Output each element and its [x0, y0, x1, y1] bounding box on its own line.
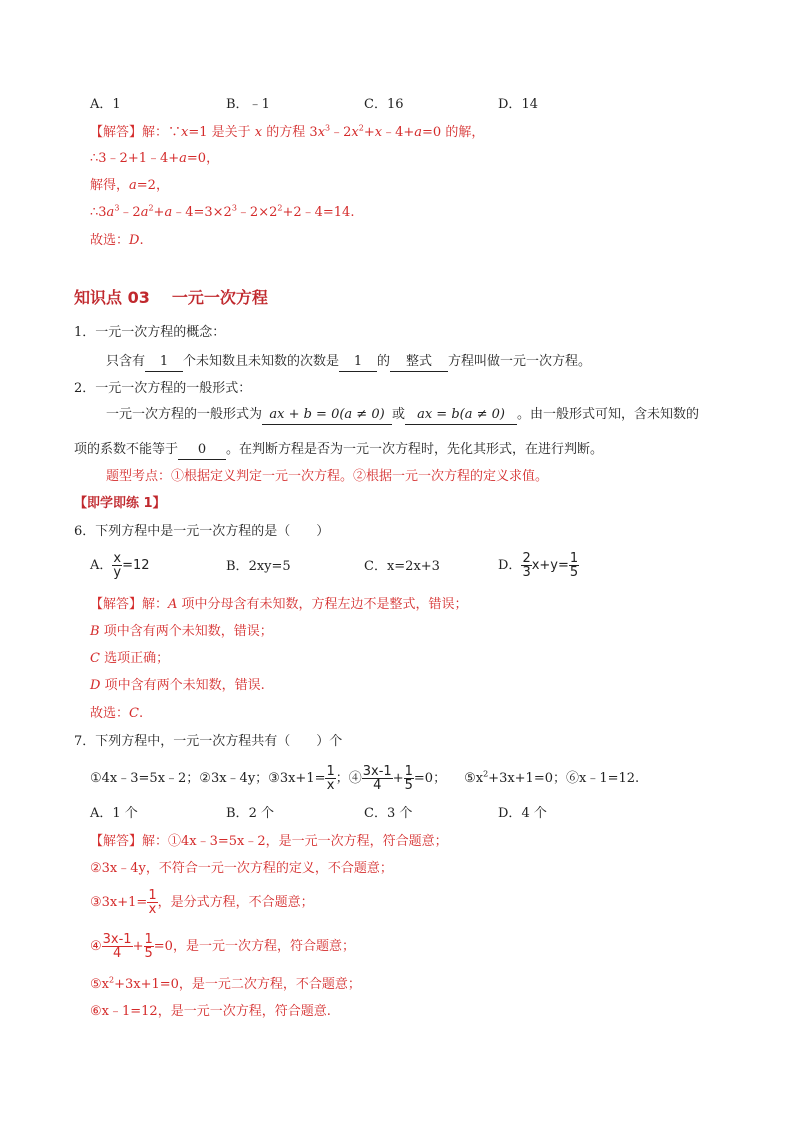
q6-solution-line-2: B 项中含有两个未知数，错误；: [90, 624, 273, 639]
q7-solution-line-4: ④ $\frac{3x-1}{4}$ + $\frac{1}{5}$ =0，是一元一次方程，符合题意；: [90, 932, 355, 961]
q6-option-c: C．x=2x+3: [364, 559, 440, 574]
q5-solution-line-4: $\therefore 3a^3﹣2a^2+a﹣4=3\times 2^3﹣2\times 2^2+2﹣4=14$.: [90, 203, 355, 220]
blank-unknown-count: 1: [145, 353, 183, 372]
concept-paragraph-3: 项的系数不能等于 0 。在判断方程是否为一元一次方程时，先化其形式，在进行判断。: [74, 441, 603, 460]
general-form-1: ax + b = 0(a ≠ 0): [262, 406, 392, 425]
q7-solution-line-5: $⑤x^2+3x+1=0$，是一元二次方程，不合题意；: [90, 975, 361, 992]
q7-stem: 7．下列方程中，一元一次方程共有（ ）个: [74, 734, 343, 749]
q6-stem: 6．下列方程中是一元一次方程的是（ ）: [74, 524, 330, 539]
q7-solution-line-6: ⑥x﹣1=12，是一元一次方程，符合题意.: [90, 1004, 331, 1019]
question-type-note: 题型考点：①根据定义判定一元一次方程。②根据一元一次方程的定义求值。: [106, 469, 549, 484]
q5-solution-line-1: 【解答】解：∵x=1 是关于 x 的方程 $3x^3﹣2x^2+x﹣4+a=0$ 的解，: [90, 123, 485, 140]
q5-option-b: B．﹣1: [226, 97, 270, 112]
q6-solution-line-3: C 选项正确；: [90, 651, 170, 666]
q7-option-c: C．3 个: [364, 806, 413, 821]
q7-solution-line-3: ③3x+1= $\frac{1}{x}$ ，是分式方程，不合题意；: [90, 888, 314, 917]
q6-option-a: A． $\frac{x}{y}$ =12: [90, 551, 150, 580]
concept-heading-2: 2．一元一次方程的一般形式：: [74, 381, 252, 396]
q5-solution-line-3: 解得，a=2，: [90, 178, 169, 193]
blank-polynomial: 整式: [390, 353, 448, 372]
q5-option-c: C．16: [364, 97, 404, 112]
q6-solution-line-4: D 项中含有两个未知数，错误.: [90, 678, 265, 693]
practice-tag: 【即学即练 1】: [74, 496, 166, 511]
q6-solution-line-1: 【解答】解：A 项中分母含有未知数，方程左边不是整式，错误；: [90, 597, 468, 612]
q7-option-b: B．2 个: [226, 806, 274, 821]
q5-solution-line-2: ∴3﹣2+1﹣4+a=0，: [90, 151, 220, 166]
section-heading: 知识点 03 一元一次方程: [74, 288, 268, 307]
q7-solution-line-2: ②3x﹣4y，不符合一元一次方程的定义，不合题意；: [90, 861, 393, 876]
blank-degree: 1: [339, 353, 377, 372]
q6-solution-line-5: 故选：C.: [90, 706, 144, 721]
q7-equations: ①4x﹣3=5x﹣2；②3x﹣4y；③3x+1= $\frac{1}{x}$ ；④ $\frac{3x-1}{4}$ + $\frac{1}{5}$ =0； $⑤x^2+3x+1=0$；⑥x﹣1=12.: [90, 764, 640, 793]
q5-option-d: D．14: [498, 97, 538, 112]
q7-option-a: A．1 个: [90, 806, 138, 821]
q5-solution-line-5: 故选：D.: [90, 233, 144, 248]
q7-solution-line-1: 【解答】解：①4x﹣3=5x﹣2，是一元一次方程，符合题意；: [90, 834, 448, 849]
concept-paragraph-2: 一元一次方程的一般形式为 ax + b = 0(a ≠ 0) 或 ax = b(a ≠ 0) 。由一般形式可知，含未知数的: [106, 406, 699, 425]
concept-heading-1: 1．一元一次方程的概念：: [74, 325, 226, 340]
q7-option-d: D．4 个: [498, 806, 547, 821]
general-form-2: ax = b(a ≠ 0): [405, 406, 517, 425]
q5-option-a: A．1: [90, 97, 121, 112]
q6-option-b: B．2xy=5: [226, 559, 291, 574]
q6-option-d: D． $\frac{2}{3}$ x+y= $\frac{1}{5}$: [498, 551, 579, 580]
blank-coefficient: 0: [178, 441, 226, 460]
concept-paragraph-1: 只含有 1 个未知数且未知数的次数是 1 的 整式 方程叫做一元一次方程。: [106, 353, 591, 372]
